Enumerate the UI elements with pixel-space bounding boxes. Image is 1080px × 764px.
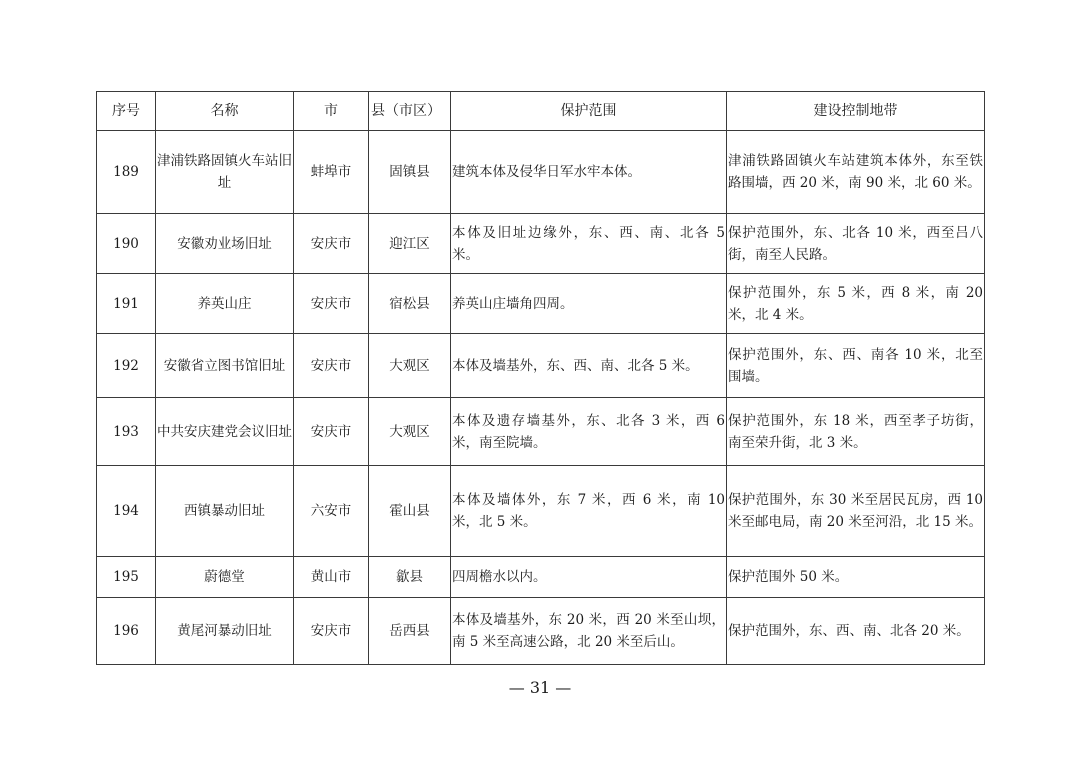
cell-city: 蚌埠市 xyxy=(294,131,369,214)
cell-protection-scope: 本体及墙基外，东 20 米，西 20 米至山坝，南 5 米至高速公路，北 20 米至后山。 xyxy=(451,598,727,665)
cell-protection-scope: 本体及墙体外，东 7 米，西 6 米，南 10 米，北 5 米。 xyxy=(451,466,727,557)
table-row xyxy=(97,466,985,557)
header-city: 市 xyxy=(294,92,369,131)
cell-city: 安庆市 xyxy=(294,398,369,466)
cell-control-zone: 津浦铁路固镇火车站建筑本体外，东至铁路围墙，西 20 米，南 90 米，北 60 米。 xyxy=(727,131,985,214)
cell-index: 193 xyxy=(97,398,156,466)
cell-name: 黄尾河暴动旧址 xyxy=(156,598,294,665)
cell-control-zone: 保护范围外，东、西、南、北各 20 米。 xyxy=(727,598,985,665)
cell-city: 六安市 xyxy=(294,466,369,557)
cell-control-zone: 保护范围外，东 30 米至居民瓦房，西 10 米至邮电局，南 20 米至河沿，北 15 米。 xyxy=(727,466,985,557)
table-row xyxy=(97,557,985,598)
cell-protection-scope: 本体及墙基外，东、西、南、北各 5 米。 xyxy=(451,334,727,398)
cell-index: 194 xyxy=(97,466,156,557)
cell-protection-scope: 建筑本体及侵华日军水牢本体。 xyxy=(451,131,727,214)
cell-protection-scope: 养英山庄墙角四周。 xyxy=(451,274,727,334)
cell-name: 西镇暴动旧址 xyxy=(156,466,294,557)
cell-name: 中共安庆建党会议旧址 xyxy=(156,398,294,466)
cell-control-zone: 保护范围外 50 米。 xyxy=(727,557,985,598)
cell-index: 196 xyxy=(97,598,156,665)
cell-index: 189 xyxy=(97,131,156,214)
page-number: — 31 — xyxy=(508,678,572,697)
cell-name: 蔚德堂 xyxy=(156,557,294,598)
header-protection-scope: 保护范围 xyxy=(451,92,727,131)
cell-protection-scope: 本体及遗存墙基外，东、北各 3 米，西 6 米，南至院墙。 xyxy=(451,398,727,466)
cell-county: 大观区 xyxy=(369,334,451,398)
cell-county: 霍山县 xyxy=(369,466,451,557)
header-name: 名称 xyxy=(156,92,294,131)
cell-name: 津浦铁路固镇火车站旧址 xyxy=(156,131,294,214)
cell-name: 安徽劝业场旧址 xyxy=(156,214,294,274)
cell-index: 191 xyxy=(97,274,156,334)
cell-control-zone: 保护范围外，东 5 米，西 8 米，南 20 米，北 4 米。 xyxy=(727,274,985,334)
table-row xyxy=(97,598,985,665)
header-control-zone: 建设控制地带 xyxy=(727,92,985,131)
cell-protection-scope: 四周檐水以内。 xyxy=(451,557,727,598)
cell-county: 迎江区 xyxy=(369,214,451,274)
cell-city: 黄山市 xyxy=(294,557,369,598)
heritage-protection-table xyxy=(96,91,985,665)
table-header-row xyxy=(97,92,985,131)
cell-name: 养英山庄 xyxy=(156,274,294,334)
cell-county: 岳西县 xyxy=(369,598,451,665)
table-row xyxy=(97,274,985,334)
cell-city: 安庆市 xyxy=(294,334,369,398)
cell-index: 192 xyxy=(97,334,156,398)
cell-control-zone: 保护范围外，东、北各 10 米，西至吕八街，南至人民路。 xyxy=(727,214,985,274)
header-county: 县（市区） xyxy=(369,92,451,131)
cell-protection-scope: 本体及旧址边缘外，东、西、南、北各 5 米。 xyxy=(451,214,727,274)
cell-county: 宿松县 xyxy=(369,274,451,334)
table-row xyxy=(97,398,985,466)
cell-index: 195 xyxy=(97,557,156,598)
cell-county: 固镇县 xyxy=(369,131,451,214)
table-row xyxy=(97,334,985,398)
cell-city: 安庆市 xyxy=(294,214,369,274)
header-index: 序号 xyxy=(97,92,156,131)
cell-county: 大观区 xyxy=(369,398,451,466)
table-row xyxy=(97,214,985,274)
cell-city: 安庆市 xyxy=(294,598,369,665)
cell-county: 歙县 xyxy=(369,557,451,598)
cell-name: 安徽省立图书馆旧址 xyxy=(156,334,294,398)
cell-city: 安庆市 xyxy=(294,274,369,334)
cell-control-zone: 保护范围外，东 18 米，西至孝子坊街，南至荣升街，北 3 米。 xyxy=(727,398,985,466)
table-row xyxy=(97,131,985,214)
cell-control-zone: 保护范围外，东、西、南各 10 米，北至围墙。 xyxy=(727,334,985,398)
cell-index: 190 xyxy=(97,214,156,274)
